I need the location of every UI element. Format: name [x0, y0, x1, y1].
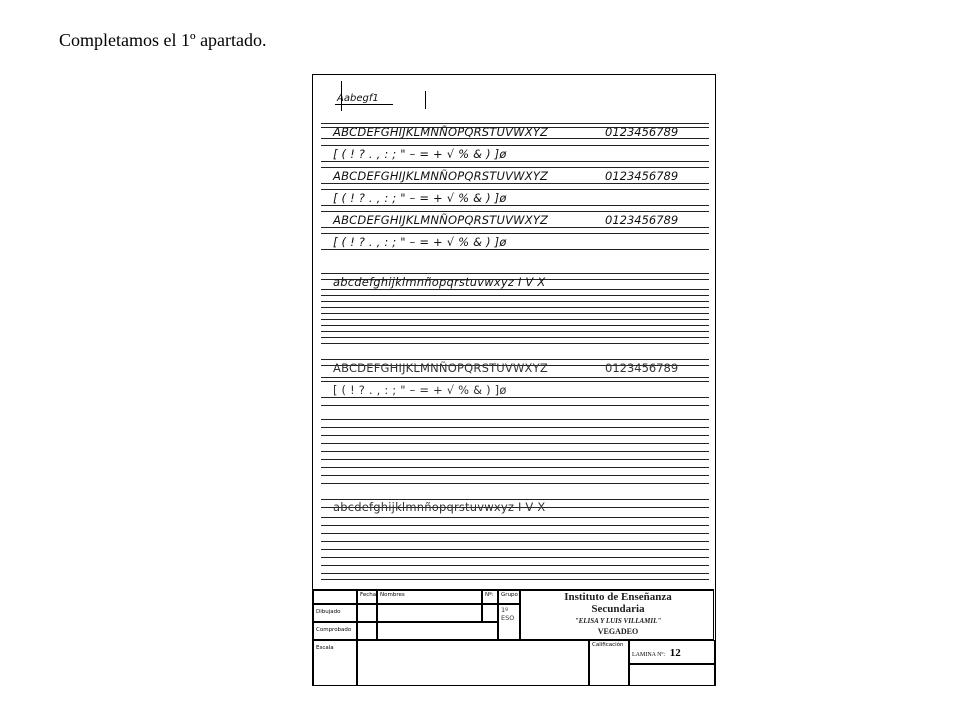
- ruled-line: [321, 313, 709, 314]
- calificacion-label: Calificación: [589, 640, 629, 686]
- nombres-header: Nombres: [377, 590, 482, 604]
- ruled-line: [321, 427, 709, 428]
- ruled-line: [321, 579, 709, 580]
- lamina-bottom: [629, 664, 715, 686]
- school-line3: "ELISA Y LUIS VILLAMIL": [574, 617, 662, 625]
- ruled-line: [321, 565, 709, 566]
- symbols-line: [ ( ! ? . , : ; " – = + √ % & ) ]ø: [333, 191, 507, 205]
- ruled-line: [321, 161, 709, 162]
- comprobado-label: Comprobado: [313, 622, 357, 640]
- ruled-line: [321, 549, 709, 550]
- digits-line: 0123456789: [605, 213, 679, 227]
- corner-label: Aabegf1: [335, 93, 393, 105]
- ruled-line: [321, 227, 709, 228]
- school-line4: VEGADEO: [597, 627, 639, 636]
- grupo-value: 1º ESO: [498, 604, 520, 640]
- ruled-line: [321, 405, 709, 406]
- ruled-line: [321, 443, 709, 444]
- ruled-line: [321, 273, 709, 274]
- school-line2: Secundaria: [591, 603, 645, 615]
- caption: Completamos el 1º apartado.: [59, 30, 267, 50]
- comprobado-fecha: [357, 622, 377, 640]
- ruled-line: [321, 331, 709, 332]
- ruled-line: [321, 483, 709, 484]
- corner-tick: [341, 81, 342, 111]
- uppercase-line: ABCDEFGHIJKLMNÑOPQRSTUVWXYZ: [333, 125, 549, 139]
- ruled-line: [321, 377, 709, 378]
- digits-line: 0123456789: [605, 169, 679, 183]
- school-block: [520, 590, 714, 640]
- upright-lowercase-line: abcdefghijklmnñopqrstuvwxyz I V X: [333, 500, 546, 514]
- dibujado-fecha: [357, 604, 377, 622]
- ruled-line: [321, 249, 709, 250]
- ruled-line: [321, 359, 709, 360]
- symbols-line: [ ( ! ? . , : ; " – = + √ % & ) ]ø: [333, 147, 507, 161]
- ruled-line: [321, 295, 709, 296]
- ruled-line: [321, 319, 709, 320]
- uppercase-line: ABCDEFGHIJKLMNÑOPQRSTUVWXYZ: [333, 213, 549, 227]
- ruled-line: [321, 467, 709, 468]
- ruled-line: [321, 451, 709, 452]
- upright-symbols-line: [ ( ! ? . , : ; " – = + √ % & ) ]ø: [333, 383, 507, 397]
- fecha-header: Fecha: [357, 590, 377, 604]
- ruled-line: [321, 233, 709, 234]
- ruled-line: [321, 337, 709, 338]
- ruled-line: [321, 289, 709, 290]
- ruled-line: [321, 517, 709, 518]
- ruled-line: [321, 533, 709, 534]
- escala-value: [357, 640, 589, 686]
- ruled-line: [321, 189, 709, 190]
- ruled-line: [321, 167, 709, 168]
- ruled-line: [321, 397, 709, 398]
- symbols-line: [ ( ! ? . , : ; " – = + √ % & ) ]ø: [333, 235, 507, 249]
- numero-header: Nº:: [482, 590, 498, 604]
- lamina-number: 12: [669, 647, 681, 659]
- ruled-line: [321, 145, 709, 146]
- ruled-line: [321, 123, 709, 124]
- ruled-line: [321, 573, 709, 574]
- ruled-line: [321, 205, 709, 206]
- ruled-line: [321, 557, 709, 558]
- ruled-line: [321, 343, 709, 344]
- lamina-label: LAMINA Nº:: [632, 652, 666, 658]
- drawing-sheet: [312, 74, 716, 686]
- ruled-line: [321, 475, 709, 476]
- corner-tick: [425, 91, 426, 109]
- comprobado-nombre: [377, 622, 498, 640]
- uppercase-line: ABCDEFGHIJKLMNÑOPQRSTUVWXYZ: [333, 169, 549, 183]
- upright-uppercase-line: ABCDEFGHIJKLMNÑOPQRSTUVWXYZ: [333, 361, 548, 375]
- dibujado-numero: [482, 604, 498, 622]
- ruled-line: [321, 138, 709, 139]
- header-empty-cell: [313, 590, 357, 604]
- ruled-line: [321, 419, 709, 420]
- upright-digits-line: 0123456789: [605, 361, 679, 375]
- dibujado-label: Dibujado: [313, 604, 357, 622]
- escala-label: Escala: [313, 640, 357, 686]
- ruled-line: [321, 541, 709, 542]
- ruled-line: [321, 301, 709, 302]
- school-line1: Instituto de Enseñanza: [564, 591, 672, 603]
- ruled-line: [321, 381, 709, 382]
- ruled-line: [321, 211, 709, 212]
- ruled-line: [321, 307, 709, 308]
- digits-line: 0123456789: [605, 125, 679, 139]
- ruled-line: [321, 183, 709, 184]
- ruled-line: [321, 459, 709, 460]
- ruled-line: [321, 435, 709, 436]
- dibujado-nombre: [377, 604, 482, 622]
- lamina-cell: [629, 640, 715, 664]
- ruled-line: [321, 325, 709, 326]
- title-block: [313, 589, 714, 686]
- lowercase-line: abcdefghijklmnñopqrstuvwxyz I V X: [333, 275, 546, 289]
- ruled-line: [321, 525, 709, 526]
- grupo-header: Grupo: [498, 590, 520, 604]
